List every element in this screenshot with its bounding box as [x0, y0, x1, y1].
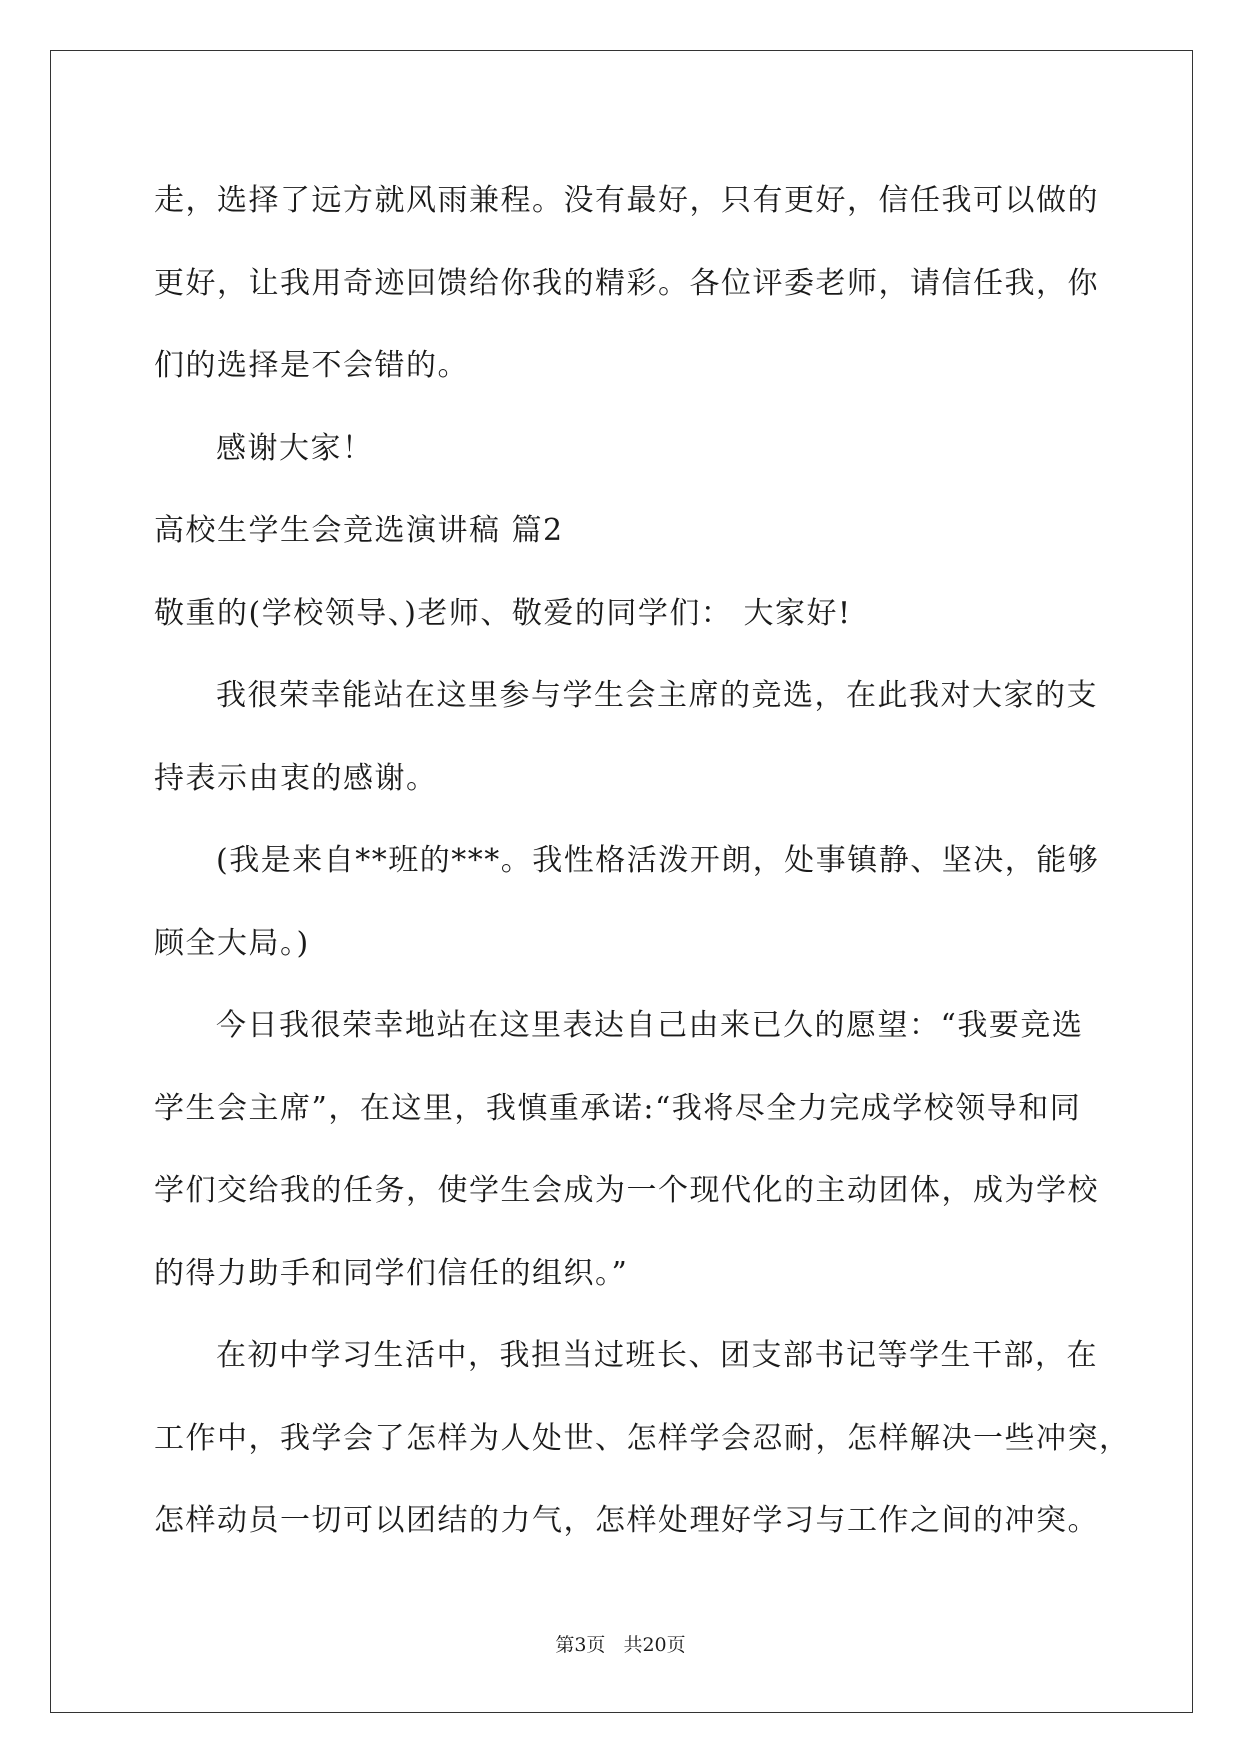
text-line: 顾全大局。)	[154, 925, 310, 961]
text-line: 持表示由衷的感谢。	[154, 760, 438, 796]
page-number: 第3页	[555, 1634, 606, 1656]
text-line: 的得力助手和同学们信任的组织。”	[154, 1255, 629, 1291]
document-body	[154, 160, 1131, 1563]
closing-thanks: 感谢大家！	[216, 430, 374, 466]
text-line: 更好，让我用奇迹回馈给你我的精彩。各位评委老师，请信任我，你	[154, 265, 1099, 301]
text-line: 工作中，我学会了怎样为人处世、怎样学会忍耐，怎样解决一些冲突，	[154, 1420, 1131, 1456]
text-line: 今日我很荣幸地站在这里表达自己由来已久的愿望：“我要竞选	[216, 1008, 1084, 1043]
text-line: 们的选择是不会错的。	[154, 348, 469, 383]
page-footer	[0, 1630, 1241, 1657]
text-line: 走，选择了远方就风雨兼程。没有最好，只有更好，信任我可以做的	[154, 183, 1099, 218]
text-line: 我很荣幸能站在这里参与学生会主席的竞选，在此我对大家的支	[216, 678, 1098, 713]
text-line: 学们交给我的任务，使学生会成为一个现代化的主动团体，成为学校	[154, 1173, 1099, 1208]
section-heading: 高校生学生会竞选演讲稿 篇2	[154, 513, 564, 548]
page-total: 共20页	[623, 1634, 686, 1656]
text-line: 在初中学习生活中，我担当过班长、团支部书记等学生干部，在	[216, 1338, 1098, 1373]
text-line: 怎样动员一切可以团结的力气，怎样处理好学习与工作之间的冲突。	[154, 1503, 1099, 1538]
text-line: 学生会主席”，在这里，我慎重承诺:“我将尽全力完成学校领导和同	[154, 1090, 1082, 1126]
text-line: (我是来自**班的***。我性格活泼开朗，处事镇静、坚决，能够	[216, 843, 1100, 878]
salutation: 敬重的(学校领导、)老师、敬爱的同学们： 大家好!	[154, 595, 852, 631]
